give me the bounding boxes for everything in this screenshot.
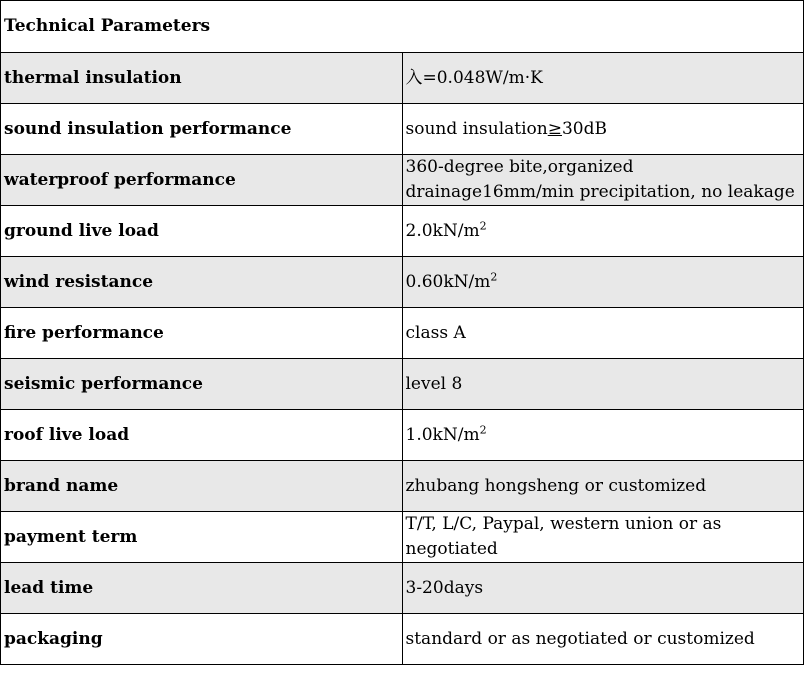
param-value: 360-degree bite,organized drainage16mm/min precipitation, no leakage — [402, 155, 804, 206]
param-value — [402, 257, 804, 308]
param-value: 入=0.048W/m·K — [402, 53, 804, 104]
param-label: brand name — [1, 461, 403, 512]
value-symbol: ≥ — [547, 118, 562, 139]
param-value: level 8 — [402, 359, 804, 410]
table-row — [1, 206, 804, 257]
param-value: standard or as negotiated or customized — [402, 614, 804, 665]
param-label: ground live load — [1, 206, 403, 257]
table-title: Technical Parameters — [1, 1, 804, 53]
value-superscript: 2 — [479, 218, 487, 232]
param-value — [402, 410, 804, 461]
param-label: lead time — [1, 563, 403, 614]
table-row — [1, 410, 804, 461]
param-value — [402, 104, 804, 155]
table-title-row — [1, 1, 804, 53]
param-value: zhubang hongsheng or customized — [402, 461, 804, 512]
value-text: 0.60kN/m — [405, 271, 491, 292]
param-label: waterproof performance — [1, 155, 403, 206]
param-label: roof live load — [1, 410, 403, 461]
param-label: payment term — [1, 512, 403, 563]
value-superscript: 2 — [479, 422, 487, 436]
param-value: 3-20days — [402, 563, 804, 614]
table-row — [1, 308, 804, 359]
table-row — [1, 104, 804, 155]
param-label: fire performance — [1, 308, 403, 359]
param-label: seismic performance — [1, 359, 403, 410]
table-row — [1, 461, 804, 512]
value-superscript: 2 — [490, 269, 498, 283]
table-row — [1, 257, 804, 308]
table-row — [1, 155, 804, 206]
param-value: T/T, L/C, Paypal, western union or as negotiated — [402, 512, 804, 563]
param-label: thermal insulation — [1, 53, 403, 104]
table-row — [1, 563, 804, 614]
param-value: class A — [402, 308, 804, 359]
param-label: wind resistance — [1, 257, 403, 308]
table-row — [1, 53, 804, 104]
value-suffix: 30dB — [561, 118, 607, 139]
value-prefix: sound insulation — [405, 118, 548, 139]
param-label: sound insulation performance — [1, 104, 403, 155]
value-text: 2.0kN/m — [405, 220, 480, 241]
value-text: 1.0kN/m — [405, 424, 480, 445]
table-row — [1, 359, 804, 410]
param-label: packaging — [1, 614, 403, 665]
table-row — [1, 512, 804, 563]
table-row — [1, 614, 804, 665]
param-value — [402, 206, 804, 257]
